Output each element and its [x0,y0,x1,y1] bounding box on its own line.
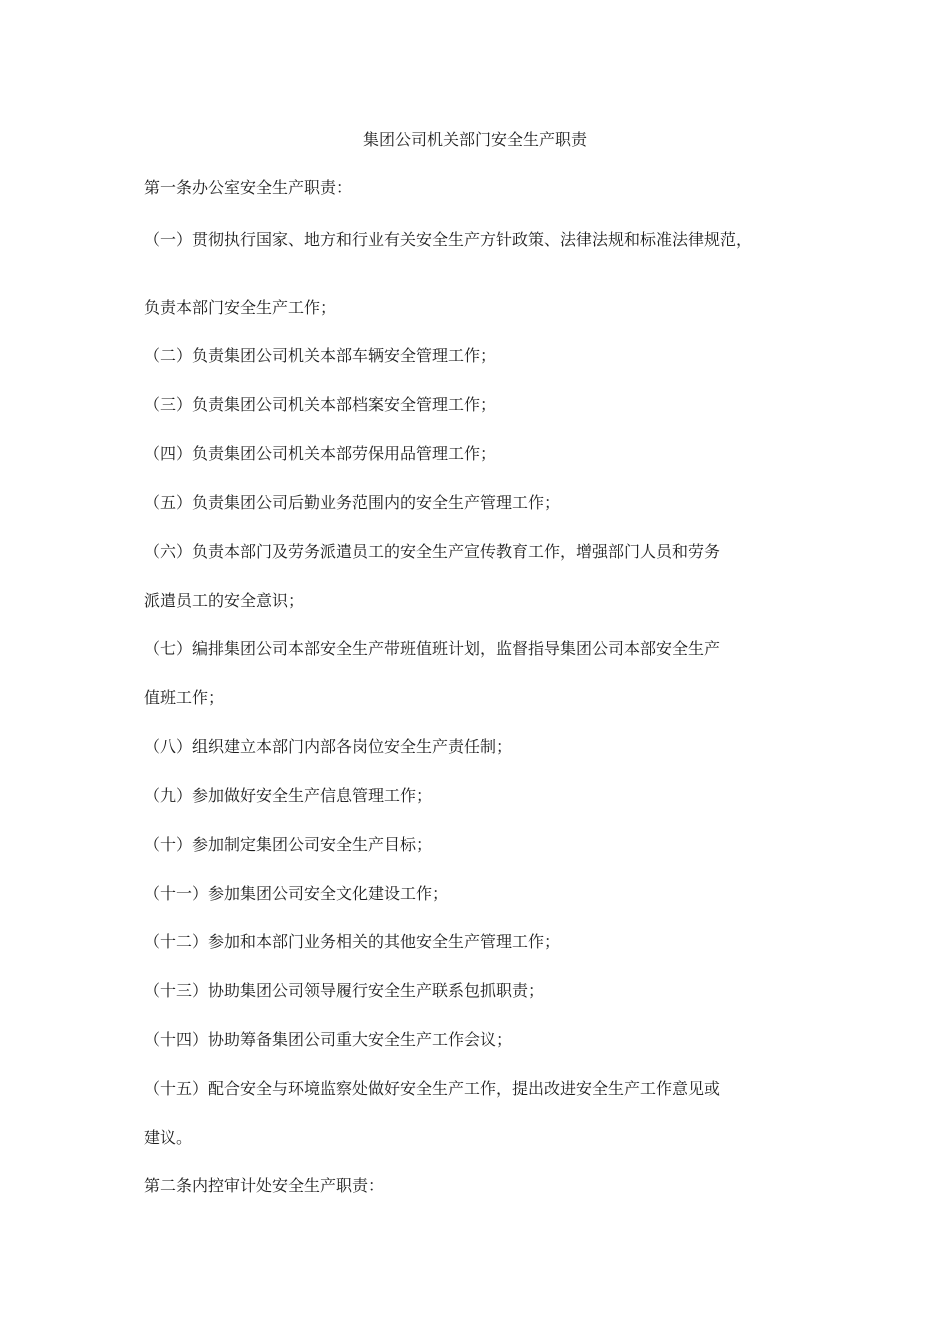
clause-item: （二）负责集团公司机关本部车辆安全管理工作； [144,346,497,365]
clause-item: （十）参加制定集团公司安全生产目标； [144,835,433,854]
document-title: 集团公司机关部门安全生产职责 [362,130,587,149]
article-heading: 第二条内控审计处安全生产职责： [144,1176,385,1195]
clause-continuation: 值班工作； [144,688,225,707]
clause-continuation: 建议。 [144,1128,193,1147]
clause-item: （四）负责集团公司机关本部劳保用品管理工作； [144,444,497,463]
clause-continuation: 负责本部门安全生产工作； [144,298,337,317]
clause-continuation: 派遣员工的安全意识； [144,591,305,610]
article-heading: 第一条办公室安全生产职责： [144,178,353,197]
clause-item: （十一）参加集团公司安全文化建设工作； [144,884,449,903]
clause-item: （三）负责集团公司机关本部档案安全管理工作； [144,395,497,414]
clause-item: （八）组织建立本部门内部各岗位安全生产责任制； [144,737,513,756]
clause-item: （九）参加做好安全生产信息管理工作； [144,786,433,805]
clause-item: （十二）参加和本部门业务相关的其他安全生产管理工作； [144,932,561,951]
clause-item: （六）负责本部门及劳务派遣员工的安全生产宣传教育工作，增强部门人员和劳务 [144,542,721,561]
clause-item: （十三）协助集团公司领导履行安全生产联系包抓职责； [144,981,545,1000]
clause-item: （七）编排集团公司本部安全生产带班值班计划，监督指导集团公司本部安全生产 [144,639,721,658]
clause-item: （十四）协助筹备集团公司重大安全生产工作会议； [144,1030,513,1049]
clause-item: （一）贯彻执行国家、地方和行业有关安全生产方针政策、法律法规和标准法律规范， [144,230,753,249]
clause-item: （五）负责集团公司后勤业务范围内的安全生产管理工作； [144,493,561,512]
clause-item: （十五）配合安全与环境监察处做好安全生产工作，提出改进安全生产工作意见或 [144,1079,721,1098]
